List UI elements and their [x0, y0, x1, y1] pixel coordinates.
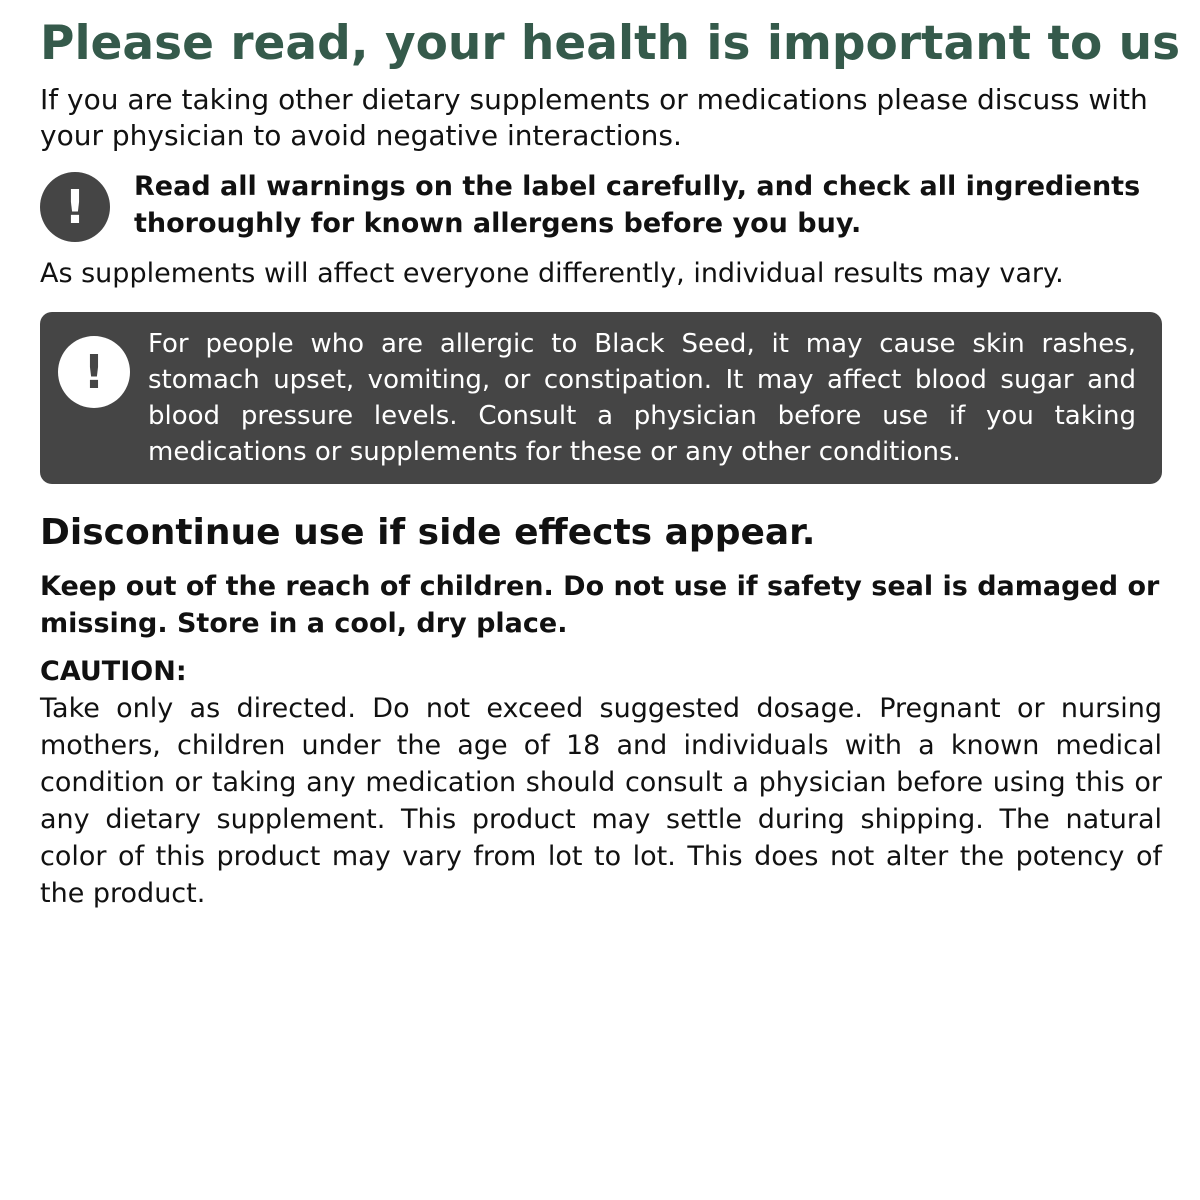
caution-heading: CAUTION: [40, 656, 187, 687]
exclamation-circle-icon: ! [40, 172, 110, 242]
storage-warning: Keep out of the reach of children. Do not use if safety seal is damaged or missing. Store in a cool, dry place. [40, 571, 1160, 639]
allergy-warning-box [40, 312, 1162, 484]
page-title: Please read, your health is important to us [40, 16, 1181, 71]
intro-paragraph: If you are taking other dietary supplements or medications please discuss with your physician to avoid negative interactions. [40, 83, 1148, 152]
discontinue-heading: Discontinue use if side effects appear. [40, 512, 816, 553]
warning-document [40, 10, 1181, 912]
label-warning-text: Read all warnings on the label carefully, and check all ingredients thoroughly for known allergens before you buy. [134, 171, 1141, 239]
label-warning-row [40, 168, 1162, 242]
exclamation-circle-icon: ! [58, 336, 130, 408]
allergy-warning-text: For people who are allergic to Black Seed, it may cause skin rashes, stomach upset, vomiting, or constipation. It may affect blood sugar and blood pressure levels. Consult a physician before use if you taking medications or supplements for these or any other conditions. [148, 329, 1136, 467]
results-note: As supplements will affect everyone differently, individual results may vary. [40, 258, 1064, 289]
caution-text: Take only as directed. Do not exceed suggested dosage. Pregnant or nursing mothers, children under the age of 18 and individuals with a known medical condition or taking any medication should consult a physician before using this or any dietary supplement. This product may settle during shipping. The natural color of this product may vary from lot to lot. This does not alter the potency of the product. [40, 693, 1162, 909]
